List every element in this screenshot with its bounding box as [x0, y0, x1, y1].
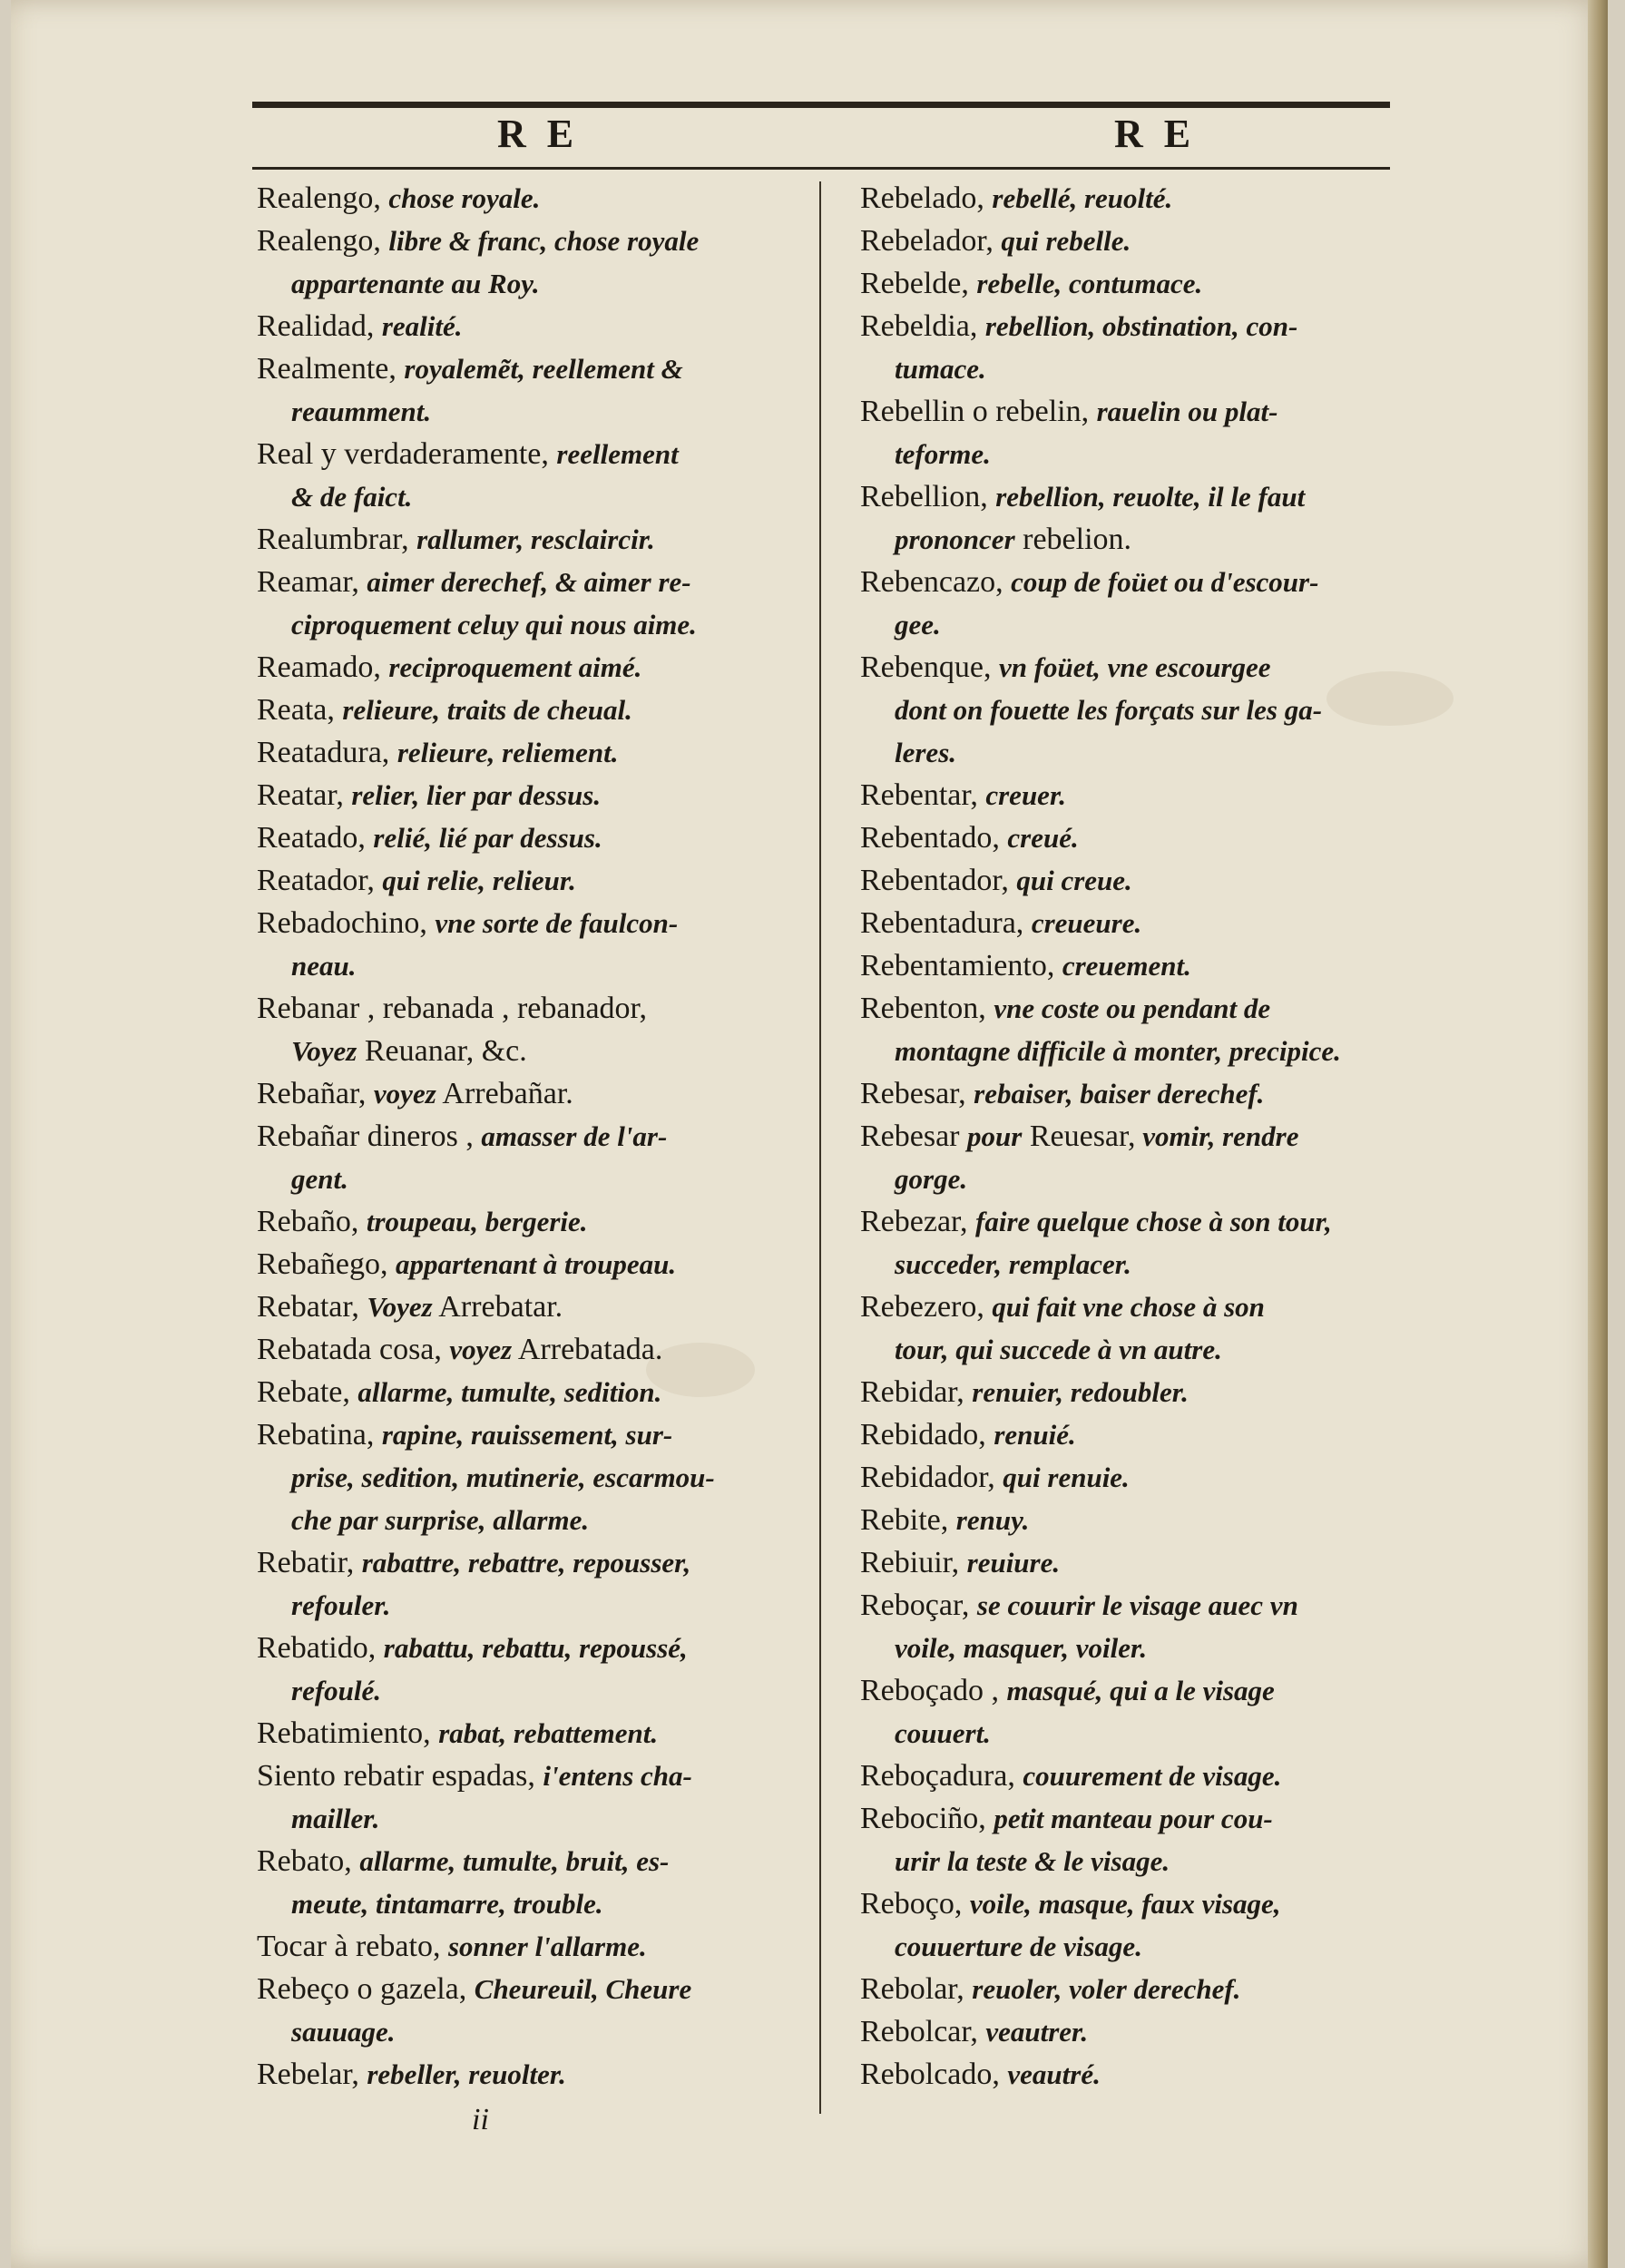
headword: Rebite,	[860, 1503, 956, 1537]
headword: Realmente,	[257, 352, 405, 386]
translation: gee.	[895, 609, 941, 640]
translation: creuement.	[1062, 950, 1191, 982]
left-entry	[257, 816, 810, 859]
left-entry	[257, 859, 810, 902]
translation: relié, lié par dessus.	[373, 822, 602, 854]
translation: se couurir le visage auec vn	[976, 1589, 1298, 1621]
entry-continuation	[257, 475, 810, 518]
headword: Rebañar,	[257, 1077, 374, 1110]
headword: Rebezero,	[860, 1290, 993, 1324]
right-entry	[860, 816, 1414, 859]
headword: Rebentamiento,	[860, 949, 1062, 982]
translation: voyez	[373, 1078, 436, 1110]
headword: Rebate,	[257, 1375, 358, 1409]
left-entry	[257, 1286, 810, 1328]
translation: prononcer	[895, 523, 1015, 555]
entry-continuation	[860, 1328, 1414, 1371]
headword: Rebolcado,	[860, 2058, 1008, 2091]
translation: masqué, qui a le visage	[1006, 1675, 1275, 1706]
headword: Rebentadura,	[860, 906, 1032, 940]
right-entry	[860, 1968, 1414, 2010]
entry-continuation	[257, 1030, 810, 1072]
translation: rebelle, contumace.	[976, 268, 1203, 299]
translation: dont on fouette les forçats sur les ga-	[895, 694, 1323, 726]
left-entry	[257, 1541, 810, 1584]
translation: creué.	[1007, 822, 1079, 854]
headword: Rebelado,	[860, 181, 993, 215]
headword: Realidad,	[257, 309, 382, 343]
headword: Rebelar,	[257, 2058, 367, 2091]
translation: vomir, rendre	[1135, 1120, 1299, 1152]
headword: Rebatir,	[257, 1546, 362, 1579]
translation: vne sorte de faulcon-	[435, 907, 679, 939]
left-entry	[257, 1840, 810, 1882]
headword: rebelion.	[1014, 523, 1132, 556]
header-left-label: R E	[497, 112, 580, 156]
translation: qui renuie.	[1003, 1461, 1130, 1493]
translation: royalemẽt, reellement &	[404, 353, 683, 385]
entry-continuation	[860, 1840, 1414, 1882]
entry-continuation	[257, 944, 810, 987]
headword: Rebelde,	[860, 267, 977, 300]
translation: amasser de l'ar-	[481, 1120, 668, 1152]
headword: Rebato,	[257, 1844, 360, 1878]
entry-continuation	[257, 1882, 810, 1925]
translation: refoulé.	[291, 1675, 382, 1706]
translation: relieure, traits de cheual.	[342, 694, 632, 726]
left-entry	[257, 561, 810, 603]
translation: succeder, remplacer.	[895, 1248, 1131, 1280]
right-entry	[860, 774, 1414, 816]
right-entry	[860, 1584, 1414, 1627]
entry-continuation	[860, 689, 1414, 731]
translation: rapine, rauissement, sur-	[381, 1419, 673, 1451]
translation: veautré.	[1007, 2058, 1101, 2090]
translation: couuert.	[895, 1717, 991, 1749]
headword: Reatadura,	[257, 736, 397, 769]
translation: rallumer, resclaircir.	[416, 523, 655, 555]
right-entry	[860, 2010, 1414, 2053]
header-right-label: R E	[1114, 112, 1197, 156]
headword: Rebentador,	[860, 864, 1017, 897]
right-entry	[860, 902, 1414, 944]
translation: faire quelque chose à son tour,	[975, 1206, 1332, 1237]
translation: pour	[967, 1120, 1023, 1152]
headword: Rebeldia,	[860, 309, 985, 343]
entry-continuation	[860, 518, 1414, 561]
translation: i'entens cha-	[543, 1760, 692, 1792]
header-rule	[252, 167, 1390, 170]
headword: Rebanar , rebanada , rebanador,	[257, 992, 648, 1025]
translation: creuer.	[985, 779, 1067, 811]
headword: Rebatimiento,	[257, 1716, 439, 1750]
translation: veautrer.	[985, 2016, 1089, 2048]
translation: relier, lier par dessus.	[351, 779, 602, 811]
headword: Rebencazo,	[860, 565, 1012, 599]
right-entry	[860, 1286, 1414, 1328]
translation: rabattre, rebattre, repousser,	[361, 1547, 691, 1579]
headword: Rebidar,	[860, 1375, 973, 1409]
translation: teforme.	[895, 438, 991, 470]
translation: voile, masquer, voiler.	[895, 1632, 1148, 1664]
headword: Rebañego,	[257, 1247, 396, 1281]
right-entry	[860, 390, 1414, 433]
right-entry	[860, 646, 1414, 689]
translation: meute, tintamarre, trouble.	[291, 1888, 603, 1920]
headword: Reamar,	[257, 565, 367, 599]
translation: qui relie, relieur.	[382, 865, 576, 896]
headword: Reboçado ,	[860, 1674, 1007, 1707]
translation: mailler.	[291, 1803, 380, 1834]
headword: Reboçadura,	[860, 1759, 1023, 1793]
left-entry	[257, 1328, 810, 1371]
headword: Reatador,	[257, 864, 383, 897]
translation: neau.	[291, 950, 357, 982]
headword: Rebesar	[860, 1119, 968, 1153]
right-entry	[860, 262, 1414, 305]
translation: rebaiser, baiser derechef.	[974, 1078, 1265, 1110]
entry-continuation	[860, 1627, 1414, 1669]
headword: Rebatada cosa,	[257, 1333, 450, 1366]
translation: & de faict.	[291, 481, 413, 513]
left-entry	[257, 518, 810, 561]
headword: Rebelador,	[860, 224, 1002, 258]
headword: Rebezar,	[860, 1205, 976, 1238]
headword: Rebaño,	[257, 1205, 367, 1238]
translation: creueure.	[1031, 907, 1142, 939]
translation: sonner l'allarme.	[447, 1931, 647, 1962]
translation: rebeller, reuolter.	[367, 2058, 566, 2090]
headword: Rebiuir,	[860, 1546, 967, 1579]
right-entry	[860, 1456, 1414, 1499]
right-entry	[860, 1882, 1414, 1925]
translation: Voyez	[291, 1035, 357, 1067]
cross-reference: Reuanar, &c.	[357, 1034, 527, 1068]
left-entry	[257, 646, 810, 689]
right-entry	[860, 944, 1414, 987]
translation: troupeau, bergerie.	[366, 1206, 588, 1237]
left-entry	[257, 731, 810, 774]
entry-continuation	[257, 1669, 810, 1712]
headword: Rebentado,	[860, 821, 1008, 855]
right-entry	[860, 1797, 1414, 1840]
left-entry	[257, 689, 810, 731]
translation: reellement	[556, 438, 679, 470]
headword: Siento rebatir espadas,	[257, 1759, 543, 1793]
translation: rabat, rebattement.	[438, 1717, 659, 1749]
right-entry	[860, 1499, 1414, 1541]
headword: Reboço,	[860, 1887, 970, 1921]
headword: Realengo,	[257, 181, 389, 215]
headword: Rebañar dineros ,	[257, 1119, 482, 1153]
headword: Rebidador,	[860, 1461, 1003, 1494]
headword: Rebenque,	[860, 650, 999, 684]
right-entry	[860, 1200, 1414, 1243]
headword: Rebenton,	[860, 992, 994, 1025]
entry-continuation	[257, 1797, 810, 1840]
entry-continuation	[860, 433, 1414, 475]
headword: Rebellin o rebelin,	[860, 395, 1097, 428]
translation: tumace.	[895, 353, 986, 385]
right-entry	[860, 305, 1414, 347]
right-entry	[860, 177, 1414, 220]
translation: tour, qui succede à vn autre.	[895, 1334, 1222, 1365]
translation: gorge.	[895, 1163, 968, 1195]
right-entry	[860, 1115, 1414, 1158]
translation: sauuage.	[291, 2016, 396, 2048]
headword: Reatar,	[257, 778, 352, 812]
left-entry	[257, 1115, 810, 1158]
left-entry	[257, 1712, 810, 1755]
headword: Reboçar,	[860, 1589, 977, 1622]
cross-reference: Arrebatada.	[512, 1333, 663, 1366]
headword: Tocar à rebato,	[257, 1930, 448, 1963]
translation: aimer derechef, & aimer re-	[367, 566, 691, 598]
right-entry	[860, 1541, 1414, 1584]
translation: appartenant à troupeau.	[395, 1248, 677, 1280]
translation: vne coste ou pendant de	[994, 992, 1271, 1024]
left-entry	[257, 1925, 810, 1968]
column-divider	[819, 181, 821, 2114]
left-entry	[257, 220, 810, 262]
headword: Realumbrar,	[257, 523, 417, 556]
headword: Rebatar,	[257, 1290, 367, 1324]
translation: couurement de visage.	[1023, 1760, 1282, 1792]
entry-continuation	[860, 1925, 1414, 1968]
translation: realité.	[381, 310, 463, 342]
translation: vn foüet, vne escourgee	[998, 651, 1271, 683]
entry-continuation	[860, 347, 1414, 390]
translation: che par surprise, allarme.	[291, 1504, 590, 1536]
left-entry	[257, 1200, 810, 1243]
left-entry	[257, 902, 810, 944]
translation: ciproquement celuy qui nous aime.	[291, 609, 697, 640]
translation: voyez	[449, 1334, 513, 1365]
left-entry	[257, 305, 810, 347]
left-entry	[257, 347, 810, 390]
right-entry	[860, 859, 1414, 902]
translation: urir la teste & le visage.	[895, 1845, 1170, 1877]
entry-continuation	[257, 603, 810, 646]
right-column	[860, 177, 1414, 2096]
left-entry	[257, 1413, 810, 1456]
cross-reference: Arrebañar.	[436, 1077, 573, 1110]
translation: couuerture de visage.	[895, 1931, 1142, 1962]
entry-continuation	[860, 1030, 1414, 1072]
left-entry	[257, 177, 810, 220]
left-entry	[257, 1627, 810, 1669]
translation: reciproquement aimé.	[388, 651, 642, 683]
entry-continuation	[257, 1158, 810, 1200]
headword: Rebesar,	[860, 1077, 974, 1110]
headword: Rebatina,	[257, 1418, 382, 1452]
left-entry	[257, 1755, 810, 1797]
translation: qui rebelle.	[1001, 225, 1131, 257]
page-edge	[1588, 0, 1608, 2268]
right-entry	[860, 1371, 1414, 1413]
right-entry	[860, 1413, 1414, 1456]
translation: refouler.	[291, 1589, 391, 1621]
right-entry	[860, 220, 1414, 262]
left-entry	[257, 2053, 810, 2096]
translation: renuié.	[994, 1419, 1076, 1451]
header-rule-top	[252, 102, 1390, 108]
cross-reference: Arrebatar.	[432, 1290, 563, 1324]
translation: gent.	[291, 1163, 348, 1195]
headword: Reata,	[257, 693, 343, 727]
translation: Voyez	[367, 1291, 433, 1323]
translation: libre & franc, chose royale	[388, 225, 700, 257]
signature-mark: ii	[472, 2103, 489, 2136]
translation: coup de foüet ou d'escour-	[1011, 566, 1319, 598]
translation: chose royale.	[388, 182, 541, 214]
right-entry	[860, 987, 1414, 1030]
entry-continuation	[257, 1499, 810, 1541]
right-entry	[860, 1669, 1414, 1712]
headword: Reatado,	[257, 821, 374, 855]
headword: Rebatido,	[257, 1631, 384, 1665]
translation: petit manteau pour cou-	[994, 1803, 1273, 1834]
translation: rabattu, rebattu, repoussé,	[383, 1632, 688, 1664]
left-entry	[257, 774, 810, 816]
right-entry	[860, 1072, 1414, 1115]
headword: Rebellion,	[860, 480, 996, 513]
left-entry	[257, 1243, 810, 1286]
left-column	[257, 177, 810, 2096]
cross-reference: Reuesar,	[1022, 1119, 1136, 1153]
translation: allarme, tumulte, bruit, es-	[359, 1845, 670, 1877]
translation: reaumment.	[291, 396, 432, 427]
entry-continuation	[860, 1158, 1414, 1200]
headword: Rebolcar,	[860, 2015, 986, 2048]
left-entry	[257, 1072, 810, 1115]
entry-continuation	[257, 262, 810, 305]
translation: qui creue.	[1016, 865, 1132, 896]
right-entry	[860, 2053, 1414, 2096]
headword: Realengo,	[257, 224, 389, 258]
headword: Reamado,	[257, 650, 389, 684]
left-entry	[257, 433, 810, 475]
right-entry	[860, 475, 1414, 518]
translation: rebellé, reuolté.	[992, 182, 1173, 214]
left-entry	[257, 1968, 810, 2010]
entry-continuation	[257, 1584, 810, 1627]
translation: rebellion, reuolte, il le faut	[995, 481, 1306, 513]
entry-continuation	[257, 1456, 810, 1499]
entry-continuation	[257, 390, 810, 433]
headword: Rebadochino,	[257, 906, 436, 940]
headword: Rebociño,	[860, 1802, 994, 1835]
translation: renuy.	[955, 1504, 1030, 1536]
translation: qui fait vne chose à son	[992, 1291, 1265, 1323]
right-entry	[860, 561, 1414, 603]
translation: reuiure.	[966, 1547, 1061, 1579]
entry-continuation	[860, 1712, 1414, 1755]
headword: Rebolar,	[860, 1972, 973, 2006]
translation: montagne difficile à monter, precipice.	[895, 1035, 1341, 1067]
headword: Rebentar,	[860, 778, 986, 812]
translation: voile, masque, faux visage,	[969, 1888, 1281, 1920]
translation: prise, sedition, mutinerie, escarmou-	[291, 1461, 715, 1493]
translation: leres.	[895, 737, 957, 768]
entry-continuation	[257, 2010, 810, 2053]
translation: relieure, reliement.	[396, 737, 619, 768]
translation: reuoler, voler derechef.	[972, 1973, 1241, 2005]
translation: Cheureuil, Cheure	[474, 1973, 692, 2005]
headword: Real y verdaderamente,	[257, 437, 557, 471]
entry-continuation	[860, 603, 1414, 646]
translation: renuier, redoubler.	[972, 1376, 1189, 1408]
left-entry	[257, 1371, 810, 1413]
translation: rebellion, obstination, con-	[984, 310, 1298, 342]
translation: allarme, tumulte, sedition.	[357, 1376, 662, 1408]
headword: Rebeço o gazela,	[257, 1972, 475, 2006]
right-entry	[860, 1755, 1414, 1797]
left-entry	[257, 987, 810, 1030]
translation: rauelin ou plat-	[1096, 396, 1278, 427]
entry-continuation	[860, 731, 1414, 774]
entry-continuation	[860, 1243, 1414, 1286]
translation: appartenante au Roy.	[291, 268, 540, 299]
headword: Rebidado,	[860, 1418, 994, 1452]
